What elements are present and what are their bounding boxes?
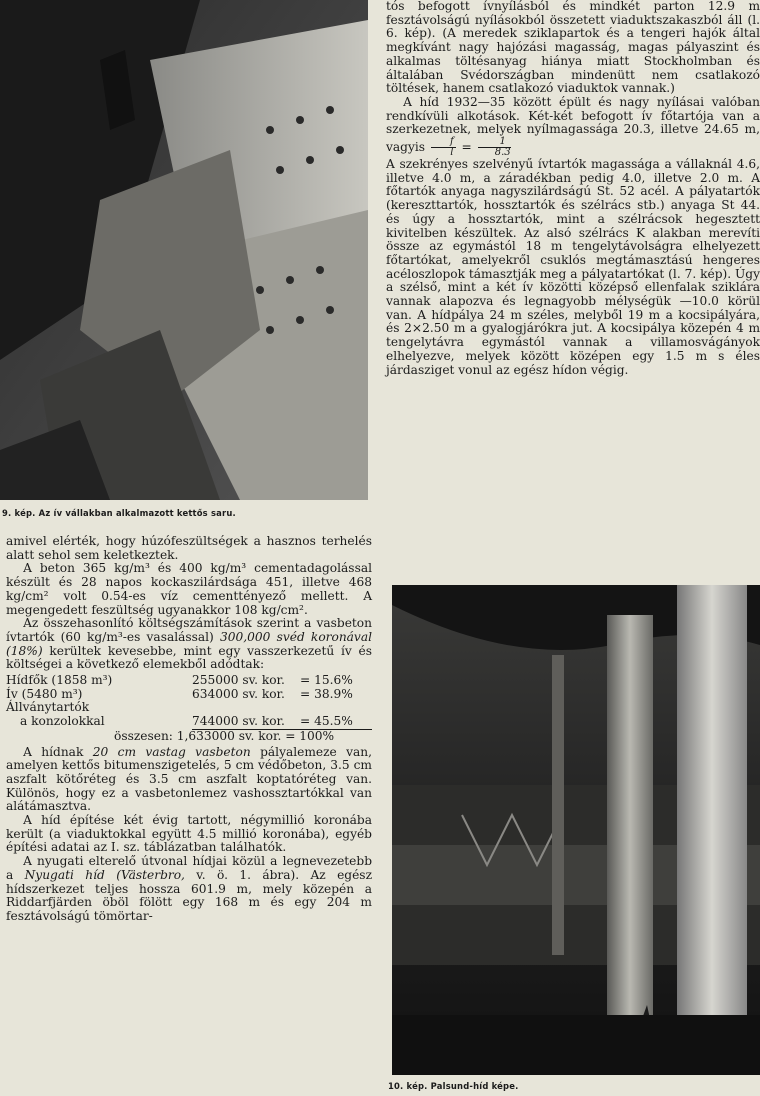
left-paragraph-4: A hídnak 20 cm vastag vasbeton pályalemeze van, amelyen kettős bitumenszigetelés, 5 cm védőbeton, 3.5 cm aszfalt kötőréteg és 3.5 cm aszfalt koptatóréteg van. Különös, hogy ez a vasbetonlemez vashossztartókkal van alátámasztva.: [6, 744, 373, 814]
figure-10-photo: [392, 585, 760, 1075]
fraction-f-over-l: $\frac{f}{l}$: [431, 137, 456, 158]
cost-row: Ív (5480 m³) 634000 sv. kor. = 38.9%: [6, 686, 353, 701]
left-paragraph-2: A beton 365 kg/m³ és 400 kg/m³ cementadagolással készült és 28 napos kockaszilárdsága 451, illetve 468 kg/cm² volt 0.54-es víz cementtényező mellett. A megengedett feszültség ugyanakkor 108 kg/cm².: [6, 561, 372, 617]
right-paragraph-1: tós befogott ívnyílásból és mindkét parton 12.9 m fesztávolságú nyílásokból összetett viaduktszakaszból áll (l. 6. kép). (A meredek sziklapartok és a tengeri hajók által megkívánt nagy hajózási magasság, magas pályaszint és alkalmas töltésanyag hiánya miatt Stockholmban és általában Svédországban mindenütt nem csatlakozó töltések, hanem csatlakozó viaduktok vannak.): [386, 0, 760, 96]
cost-table: [6, 674, 372, 744]
right-paragraph-2: A híd 1932—35 között épült és nagy nyílásai valóban rendkívüli alkotások. Két-két befogott ív főtartója van a szerkezetnek, melyek nyílmagassága 20.3, illetve 24.65 m, vagyis $\frac{f}{l}$ = $\frac{1}{8.3}$: [386, 94, 760, 159]
cost-row: Hídfők (1858 m³) 255000 sv. kor. = 15.6%: [6, 673, 353, 688]
figure-10-caption: 10. kép. Palsund-híd képe.: [388, 1081, 519, 1091]
left-paragraph-1: amivel elérték, hogy húzófeszültségek a hasznos terhelés alatt sehol sem keletkeztek.: [6, 534, 372, 562]
fraction-one-over: $\frac{1}{8.3}$: [478, 137, 511, 158]
figure-9-photo: [0, 0, 368, 500]
figure-9-caption: 9. kép. Az ív vállakban alkalmazott kettős saru.: [2, 508, 236, 518]
left-column: [6, 535, 372, 924]
cost-total: összesen: 1,633000 sv. kor. = 100%: [114, 728, 335, 743]
left-paragraph-6: A nyugati elterelő útvonal hídjai közül a legnevezetebb a Nyugati híd (Västerbro, v. ö. 1. ábra). Az egész hídszerkezet teljes hossza 601.9 m, mely közepén a Riddarfjärden öböl fölött egy 168 m és egy 204 m fesztávolságú tömörtar-: [6, 854, 372, 923]
cost-row: Állványtartók: [6, 700, 90, 715]
right-column: [386, 0, 760, 377]
cost-row: a konzolokkal 744000 sv. kor. = 45.5%: [6, 715, 372, 730]
right-paragraph-3: A szekrényes szelvényű ívtartók magassága a vállaknál 4.6, illetve 4.0 m, a záradékban pedig 4.0, illetve 2.0 m. A főtartók anyaga nagyszilárdságú St. 52 acél. A pályatartók (kereszttartók, hossztartók és szélrács stb.) anyaga St 44. és úgy a hossztartók, mint a szélrácsok hegesztett kivitelben készültek. Az alsó szélrács K alakban merevíti össze az egymástól 18 m tengelytávolságra elhelyezett főtartókat, amelyekről csuklós megtámasztású hengeres acéloszlopok támasztják meg a pályatartókat (l. 7. kép). Úgy a szélső, mint a két ív közötti középső ellenfalak sziklára vannak alapozva és legnagyobb mélységük —10.0 körül van. A hídpálya 24 m széles, melyből 19 m a kocsipályára, és 2×2.50 m a gyalogjárókra jut. A kocsipálya közepén 4 m tengelytávra egymástól vannak a villamosvágányok elhelyezve, melyek között középen egy 1.5 m s éles járdasziget vonul az egész hídon végig.: [386, 157, 760, 377]
left-paragraph-3: Az összehasonlító költségszámítások szerint a vasbeton ívtartók (60 kg/m³-es vasalással) 300,000 svéd koronával (18%) kerültek kevesebbe, mint egy vasszerkezetű ív és költségei a következő elemekből adódtak:: [6, 616, 372, 672]
left-paragraph-5: A híd építése két évig tartott, négymillió koronába került (a viaduktokkal együtt 4.5 millió koronába), egyéb építési adatai az I. sz. táblázatban találhatók.: [6, 813, 372, 855]
